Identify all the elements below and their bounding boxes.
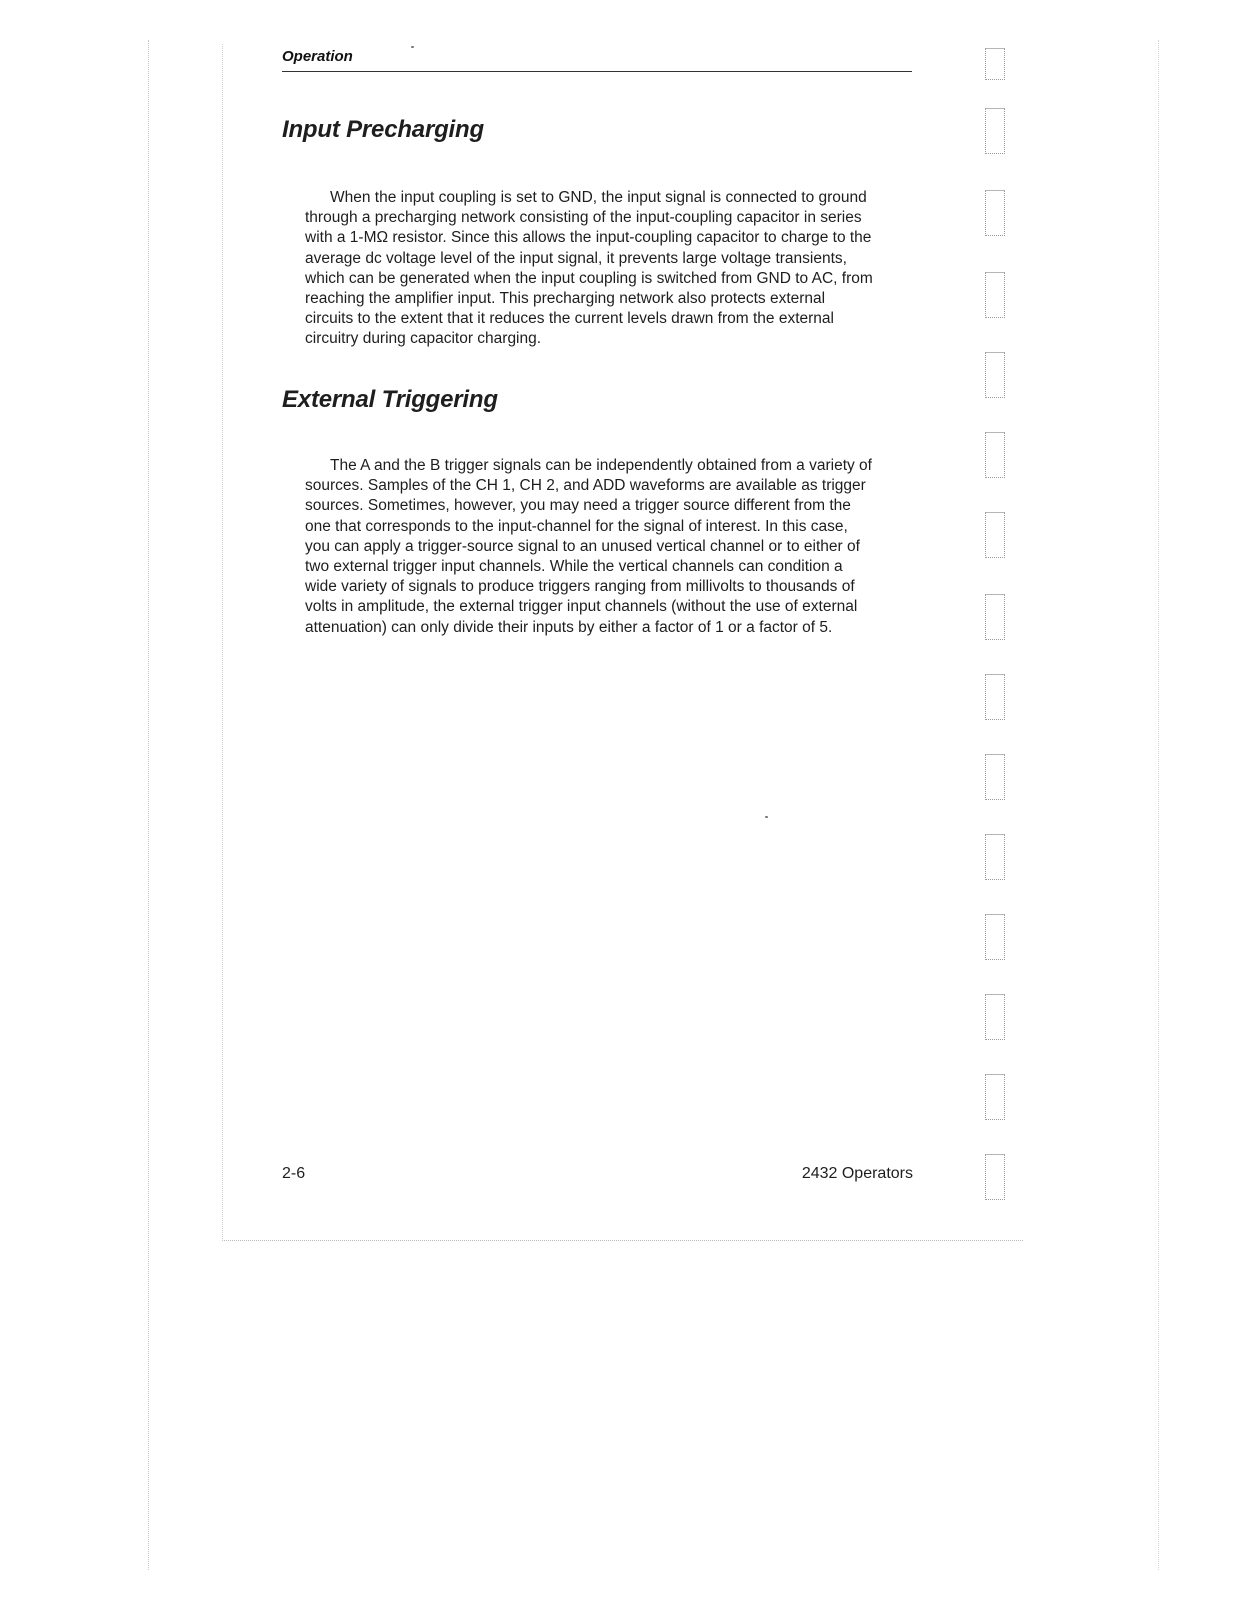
header-rule — [282, 71, 912, 72]
paragraph-line: with a 1-MΩ resistor. Since this allows the input-coupling capacitor to charge to the — [305, 229, 872, 247]
paragraph-line: circuits to the extent that it reduces the current levels drawn from the external — [305, 310, 834, 328]
index-tab — [985, 512, 1005, 558]
index-tab — [985, 190, 1005, 236]
paragraph-line: average dc voltage level of the input signal, it prevents large voltage transients, — [305, 249, 847, 267]
paragraph-line: reaching the amplifier input. This precharging network also protects external — [305, 290, 826, 308]
scan-edge-left — [148, 40, 149, 1570]
index-tab — [985, 834, 1005, 880]
paragraph-input-precharging — [305, 188, 915, 350]
index-tab — [985, 1154, 1005, 1200]
page-number: 2-6 — [282, 1165, 306, 1182]
paragraph-line: through a precharging network consisting of the input-coupling capacitor in series — [305, 209, 862, 227]
paragraph-line: one that corresponds to the input-channel for the signal of interest. In this case, — [305, 517, 848, 535]
paragraph-line: which can be generated when the input coupling is switched from GND to AC, from — [305, 269, 873, 287]
manual-title: 2432 Operators — [801, 1165, 913, 1182]
paragraph-line: attenuation) can only divide their inputs by either a factor of 1 or a factor of 5. — [305, 618, 833, 636]
scan-speck — [765, 816, 768, 818]
index-tab — [985, 272, 1005, 318]
index-tab — [985, 48, 1005, 80]
index-tab — [985, 108, 1005, 154]
section-title-external-triggering: External Triggering — [282, 386, 498, 413]
index-tab — [985, 352, 1005, 398]
index-tab — [985, 754, 1005, 800]
scan-edge-right — [1158, 40, 1159, 1570]
index-tab — [985, 914, 1005, 960]
paragraph-line: The A and the B trigger signals can be independently obtained from a variety of — [330, 457, 872, 474]
index-tab — [985, 1074, 1005, 1120]
paragraph-line: two external trigger input channels. While the vertical channels can condition a — [305, 558, 843, 576]
scan-speck — [411, 46, 414, 48]
paragraph-line: circuitry during capacitor charging. — [305, 330, 542, 348]
index-tab — [985, 674, 1005, 720]
section-title-input-precharging: Input Precharging — [282, 116, 484, 143]
paragraph-line: sources. Sometimes, however, you may need a trigger source different from the — [305, 497, 851, 515]
index-tab-strip — [985, 40, 1021, 1230]
paragraph-line: sources. Samples of the CH 1, CH 2, and ADD waveforms are available as trigger — [305, 477, 866, 495]
paragraph-line: volts in amplitude, the external trigger input channels (without the use of external — [305, 598, 858, 616]
running-header: Operation — [282, 48, 353, 65]
paragraph-line: you can apply a trigger-source signal to an unused vertical channel or to either of — [305, 537, 860, 555]
paragraph-line: wide variety of signals to produce triggers ranging from millivolts to thousands of — [305, 578, 855, 596]
paragraph-external-triggering — [305, 456, 915, 638]
index-tab — [985, 994, 1005, 1040]
paragraph-line: When the input coupling is set to GND, the input signal is connected to ground — [330, 189, 867, 206]
index-tab — [985, 594, 1005, 640]
index-tab — [985, 432, 1005, 478]
